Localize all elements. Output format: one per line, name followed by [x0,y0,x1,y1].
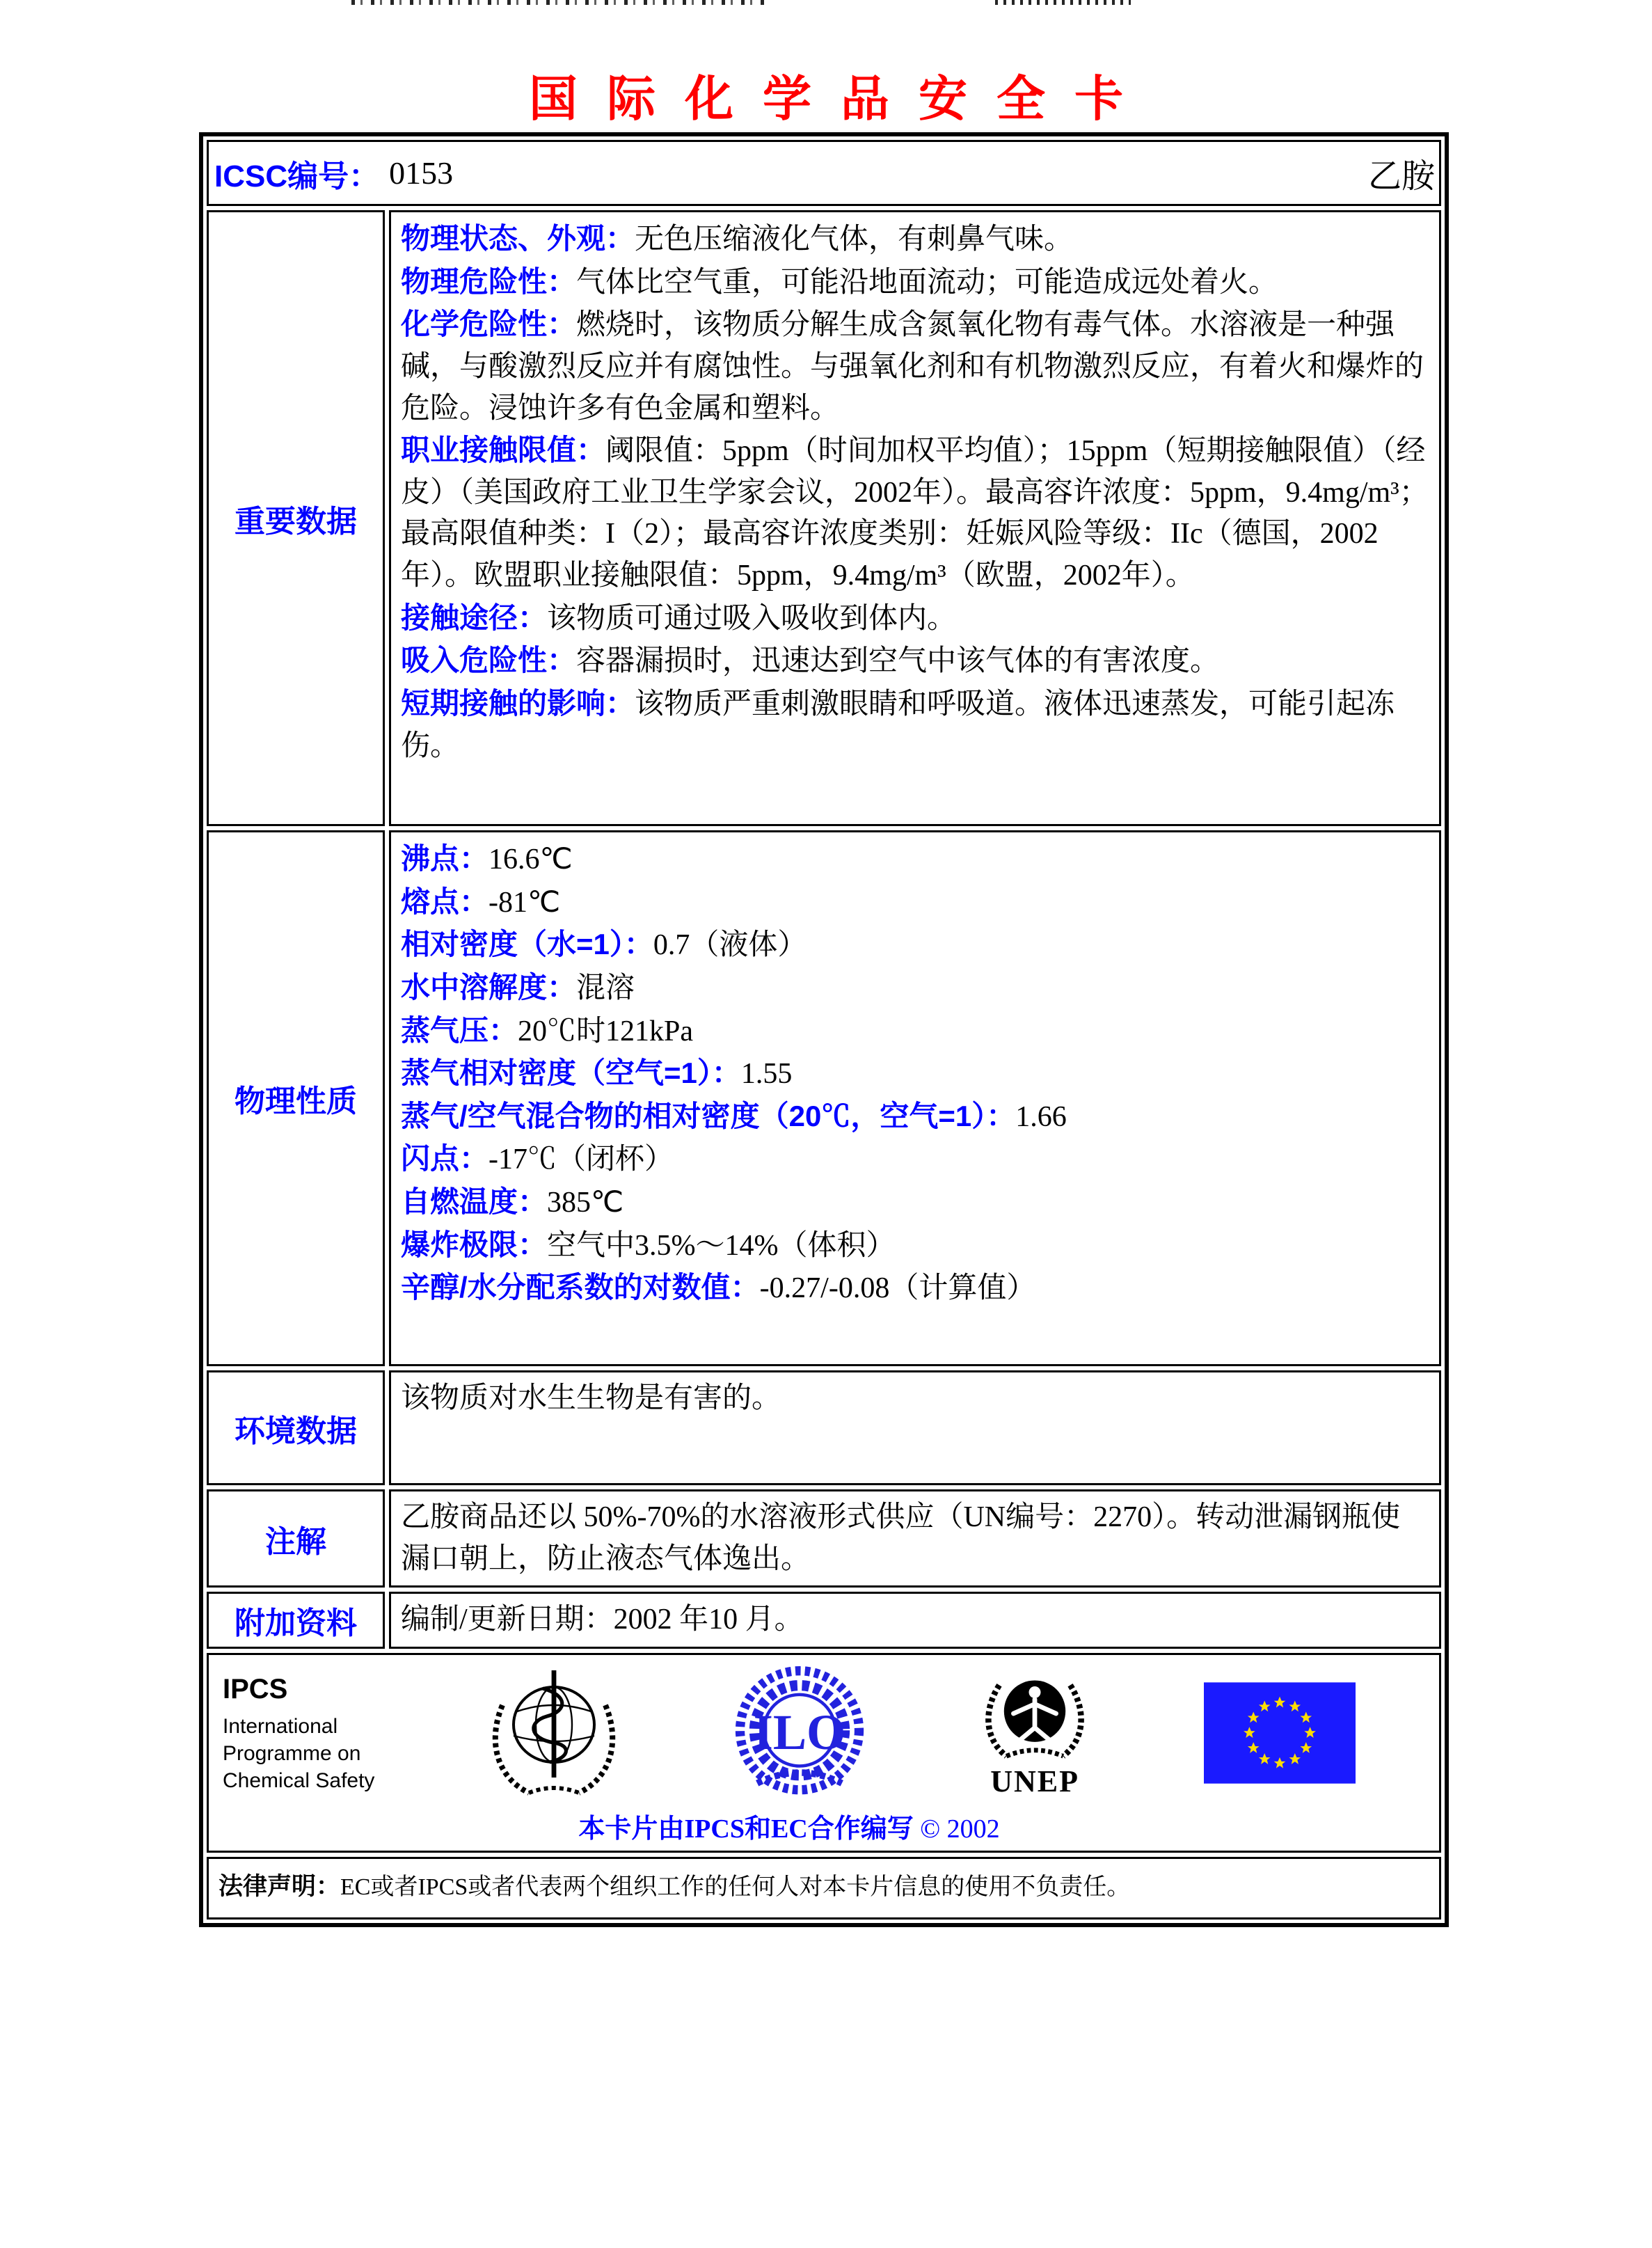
section-label-additional-information: 附加资料 [207,1592,385,1649]
data-item [401,1267,1429,1310]
item-label: 自燃温度： [401,1185,548,1218]
item-label: 水中溶解度： [401,970,577,1004]
item-label: 物理危险性： [401,264,577,298]
data-item [401,838,1429,881]
unep-logo-block [976,1666,1094,1799]
item-text: -0.27/-0.08（计算值） [759,1272,1036,1305]
unep-logo-icon [976,1666,1094,1769]
eu-flag-icon [1204,1682,1356,1784]
data-item [401,1497,1429,1580]
ilo-caption: ILO [754,1704,846,1760]
data-item [401,429,1429,597]
icsc-number-label: ICSC编号： [214,159,380,193]
data-item [401,261,1429,304]
data-item [401,640,1429,683]
data-item [401,1138,1429,1181]
section-label-important-data: 重要数据 [207,210,385,826]
item-label: 相对密度（水=1）： [401,928,653,961]
item-text: 0.7（液体） [653,929,807,962]
item-label: 化学危险性： [401,308,577,341]
item-label: 职业接触限值： [401,434,606,467]
section-content-physical-properties [389,830,1441,1366]
data-item [401,218,1429,261]
item-text: 空气中3.5%～14%（体积） [547,1229,896,1262]
data-item [401,1224,1429,1267]
item-text: 该物质严重刺激眼睛和呼吸道。液体迅速蒸发，可能引起冻伤。 [401,688,1395,762]
card-header-row [207,140,1441,206]
data-item [401,924,1429,967]
section-label-notes: 注解 [207,1489,385,1588]
icsc-card-table [199,132,1449,1927]
item-text: 乙胺商品还以 50%-70%的水溶液形式供应（UN编号：2270）。转动泄漏钢瓶使漏口朝上，防止液态气体逸出。 [401,1501,1401,1575]
data-item [401,597,1429,640]
ipcs-subtitle-line: Programme on [223,1742,361,1766]
clipped-header-remnant [351,0,769,5]
item-label: 辛醇/水分配系数的对数值： [401,1271,760,1304]
item-text: 编制/更新日期：2002 年10 月。 [401,1604,804,1636]
unep-caption: UNEP [990,1764,1079,1799]
section-content-important-data [389,210,1441,826]
item-label: 接触途径： [401,601,548,634]
ipcs-subtitle-line: Chemical Safety [223,1769,375,1793]
item-text: 容器漏损时，迅速达到空气中该气体的有害浓度。 [576,645,1220,678]
section-content-notes [389,1489,1441,1588]
item-text: 该物质可通过吸入吸收到体内。 [547,602,957,635]
copyright-line [223,1807,1356,1845]
item-text: 阈限值：5ppm（时间加权平均值）；15ppm（短期接触限值）（经皮）（美国政府工业卫生学家会议，2002年）。最高容许浓度：5ppm，9.4mg/m³；最高限值种类：I（2）；最高容许浓度类别：妊娠风险等级：IIc（德国，2002年）。欧盟职业接触限值：5ppm，9.4mg/m³（欧盟，2002年）。 [401,435,1429,592]
data-item [401,967,1429,1010]
item-label: 物理状态、外观： [401,222,635,255]
item-text: 1.66 [1015,1100,1067,1133]
item-text: 该物质对水生生物是有害的。 [401,1382,781,1414]
item-label: 短期接触的影响： [401,686,635,720]
copyright-text: 本卡片由IPCS和EC合作编写 [578,1814,914,1844]
data-item [401,303,1429,429]
copyright-year: © 2002 [920,1814,1000,1844]
legal-statement-row [207,1857,1441,1919]
data-item [401,1378,1429,1420]
item-label: 沸点： [401,842,489,875]
section-label-physical-properties: 物理性质 [207,830,385,1366]
data-item [401,1095,1429,1139]
item-text: 混溶 [576,972,635,1004]
ipcs-title: IPCS [223,1674,288,1705]
item-text: 无色压缩液化气体，有刺鼻气味。 [635,223,1074,255]
item-text: 燃烧时，该物质分解生成含氮氧化物有毒气体。水溶液是一种强碱，与酸激烈反应并有腐蚀性。与强氧化剂和有机物激烈反应，有着火和爆炸的危险。浸蚀许多有色金属和塑料。 [401,309,1424,425]
clipped-header-remnant [995,0,1131,5]
item-text: -17℃（闭杯） [489,1143,674,1176]
chemical-name: 乙胺 [1367,158,1435,195]
section-content-additional-information [389,1592,1441,1649]
data-item [401,683,1429,767]
section-label-environmental-data: 环境数据 [207,1370,385,1485]
item-label: 蒸气/空气混合物的相对密度（20℃，空气=1）： [401,1099,1016,1132]
icsc-number-value: 0153 [389,155,454,191]
legal-text: EC或者IPCS或者代表两个组织工作的任何人对本卡片信息的使用不负责任。 [340,1874,1131,1900]
page-title: 国际化学品安全卡 [529,73,1152,127]
item-label: 爆炸极限： [401,1228,548,1261]
data-item [401,1599,804,1641]
item-text: 1.55 [740,1058,793,1091]
icsc-number-group [214,151,453,196]
data-item [401,881,1429,924]
ilo-logo-icon [733,1666,866,1800]
data-item [401,1052,1429,1095]
who-logo-icon [484,1666,624,1800]
ipcs-subtitle-line: International [223,1715,338,1739]
item-label: 闪点： [401,1142,489,1176]
item-text: 气体比空气重，可能沿地面流动；可能造成远处着火。 [576,266,1278,299]
item-text: -81℃ [489,886,561,919]
item-text: 16.6℃ [489,844,573,876]
item-label: 吸入危险性： [401,644,577,677]
item-label: 蒸气压： [401,1013,518,1047]
footer-logos-row [207,1653,1441,1853]
data-item [401,1181,1429,1224]
section-content-environmental-data [389,1370,1441,1485]
ipcs-text-block [223,1671,374,1794]
data-item [401,1010,1429,1053]
legal-label: 法律声明： [219,1872,341,1900]
item-label: 熔点： [401,885,489,918]
item-label: 蒸气相对密度（空气=1）： [401,1056,741,1090]
item-text: 385℃ [547,1187,624,1219]
item-text: 20℃时121kPa [518,1015,694,1047]
logo-row [223,1666,1356,1800]
